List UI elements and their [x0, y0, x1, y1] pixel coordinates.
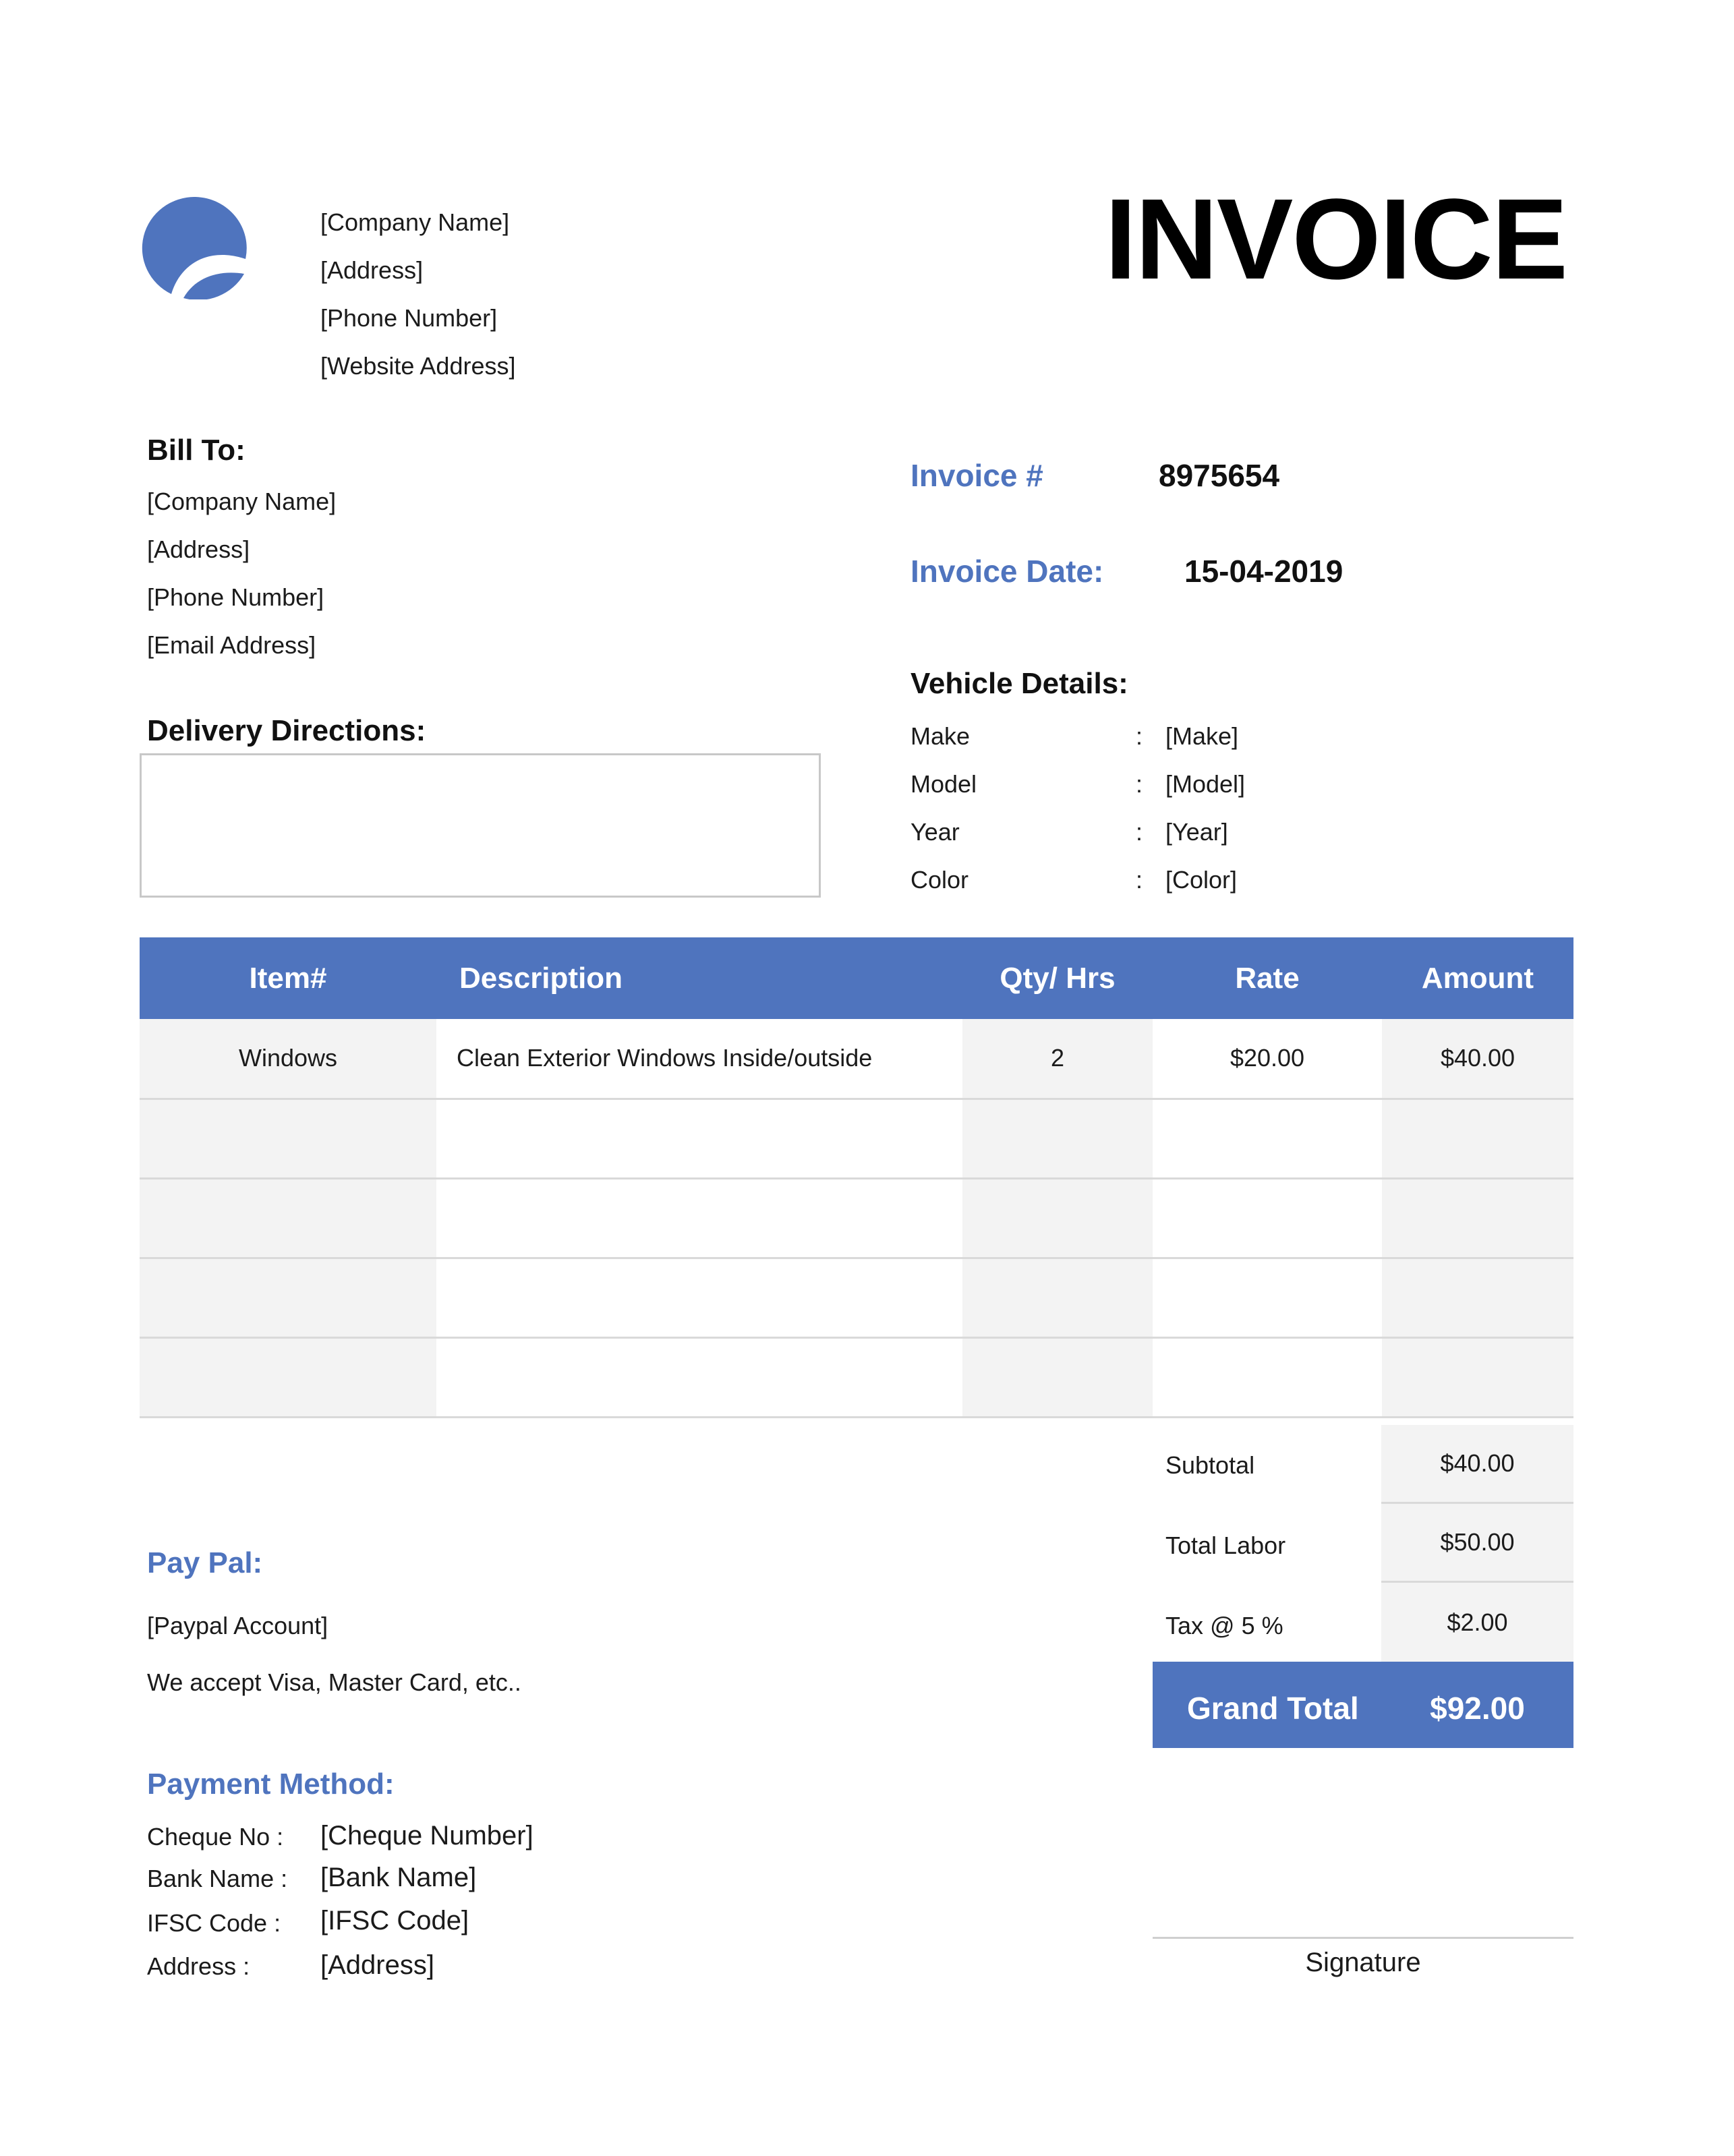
- table-header-row: [140, 937, 1573, 1019]
- company-logo-icon: [142, 197, 250, 299]
- subtotal-value: $40.00: [1381, 1425, 1573, 1504]
- invoice-date-value: 15-04-2019: [1184, 554, 1343, 589]
- vehicle-model-label: Model: [911, 770, 977, 798]
- bill-to-company: [Company Name]: [147, 488, 337, 515]
- cell-rate[interactable]: [1153, 1099, 1382, 1178]
- bill-to-address: [Address]: [147, 535, 250, 563]
- table-row: [140, 1019, 1573, 1099]
- company-name: [Company Name]: [320, 208, 510, 236]
- cell-qty[interactable]: [962, 1099, 1153, 1178]
- vehicle-color-separator: :: [1136, 866, 1143, 894]
- cell-qty[interactable]: [962, 1258, 1153, 1337]
- column-header-qty: Qty/ Hrs: [962, 937, 1153, 1019]
- cheque-no-label: Cheque No :: [147, 1823, 284, 1851]
- payment-address-label: Address :: [147, 1952, 250, 1980]
- cell-rate[interactable]: [1153, 1258, 1382, 1337]
- bill-to-email: [Email Address]: [147, 631, 316, 659]
- payment-address-value: [Address]: [320, 1950, 434, 1980]
- cell-item[interactable]: [140, 1337, 436, 1417]
- cell-description[interactable]: [436, 1099, 962, 1178]
- payment-method-heading: Payment Method:: [147, 1768, 395, 1801]
- vehicle-details-heading: Vehicle Details:: [911, 667, 1128, 700]
- cell-amount[interactable]: [1382, 1337, 1573, 1417]
- paypal-heading: Pay Pal:: [147, 1546, 263, 1579]
- table-row: [140, 1258, 1573, 1337]
- cell-amount[interactable]: [1382, 1099, 1573, 1178]
- vehicle-year-value: [Year]: [1165, 818, 1228, 846]
- total-labor-value: $50.00: [1381, 1504, 1573, 1583]
- bank-name-label: Bank Name :: [147, 1865, 288, 1892]
- column-header-rate: Rate: [1153, 937, 1382, 1019]
- invoice-title: INVOICE: [1104, 175, 1567, 303]
- cell-rate[interactable]: [1153, 1337, 1382, 1417]
- vehicle-model-value: [Model]: [1165, 770, 1246, 798]
- bill-to-phone: [Phone Number]: [147, 583, 324, 611]
- cell-description[interactable]: [436, 1258, 962, 1337]
- cell-rate[interactable]: [1153, 1178, 1382, 1258]
- subtotal-label: Subtotal: [1165, 1451, 1255, 1479]
- cell-description[interactable]: [436, 1178, 962, 1258]
- delivery-directions-box[interactable]: [140, 753, 821, 898]
- bank-name-value: [Bank Name]: [320, 1863, 477, 1892]
- cheque-no-value: [Cheque Number]: [320, 1821, 533, 1851]
- table-row: [140, 1099, 1573, 1178]
- total-labor-label: Total Labor: [1165, 1532, 1286, 1559]
- paypal-note: We accept Visa, Master Card, etc..: [147, 1668, 521, 1696]
- bill-to-heading: Bill To:: [147, 434, 245, 467]
- cell-qty[interactable]: [962, 1337, 1153, 1417]
- vehicle-color-value: [Color]: [1165, 866, 1238, 894]
- table-row: [140, 1178, 1573, 1258]
- invoice-date-label: Invoice Date:: [911, 554, 1104, 589]
- table-row: [140, 1337, 1573, 1417]
- cell-description[interactable]: Clean Exterior Windows Inside/outside: [436, 1019, 962, 1099]
- cell-item[interactable]: [140, 1099, 436, 1178]
- cell-item[interactable]: Windows: [140, 1019, 436, 1099]
- column-header-item: Item#: [140, 937, 436, 1019]
- vehicle-make-separator: :: [1136, 722, 1143, 750]
- cell-item[interactable]: [140, 1258, 436, 1337]
- company-phone: [Phone Number]: [320, 304, 498, 332]
- company-website: [Website Address]: [320, 352, 516, 380]
- vehicle-model-separator: :: [1136, 770, 1143, 798]
- vehicle-year-separator: :: [1136, 818, 1143, 846]
- vehicle-color-label: Color: [911, 866, 969, 894]
- paypal-account: [Paypal Account]: [147, 1612, 328, 1639]
- column-header-amount: Amount: [1382, 937, 1573, 1019]
- column-header-description: Description: [436, 937, 962, 1019]
- cell-qty[interactable]: 2: [962, 1019, 1153, 1099]
- tax-label: Tax @ 5 %: [1165, 1612, 1283, 1639]
- cell-item[interactable]: [140, 1178, 436, 1258]
- cell-amount[interactable]: [1382, 1178, 1573, 1258]
- cell-amount[interactable]: $40.00: [1382, 1019, 1573, 1099]
- cell-rate[interactable]: $20.00: [1153, 1019, 1382, 1099]
- tax-value: $2.00: [1381, 1583, 1573, 1662]
- signature-label: Signature: [1305, 1948, 1421, 1977]
- cell-description[interactable]: [436, 1337, 962, 1417]
- cell-amount[interactable]: [1382, 1258, 1573, 1337]
- grand-total-label: Grand Total: [1187, 1691, 1359, 1726]
- ifsc-code-label: IFSC Code :: [147, 1909, 281, 1937]
- invoice-number-value: 8975654: [1159, 458, 1280, 493]
- signature-line: [1153, 1937, 1573, 1939]
- cell-qty[interactable]: [962, 1178, 1153, 1258]
- company-address: [Address]: [320, 256, 424, 284]
- vehicle-year-label: Year: [911, 818, 960, 846]
- invoice-number-label: Invoice #: [911, 458, 1043, 493]
- delivery-directions-content: [142, 755, 819, 782]
- delivery-directions-heading: Delivery Directions:: [147, 714, 426, 747]
- vehicle-make-label: Make: [911, 722, 971, 750]
- vehicle-make-value: [Make]: [1165, 722, 1239, 750]
- ifsc-code-value: [IFSC Code]: [320, 1906, 469, 1935]
- grand-total-value: $92.00: [1430, 1691, 1525, 1726]
- line-items-table: [140, 937, 1573, 1418]
